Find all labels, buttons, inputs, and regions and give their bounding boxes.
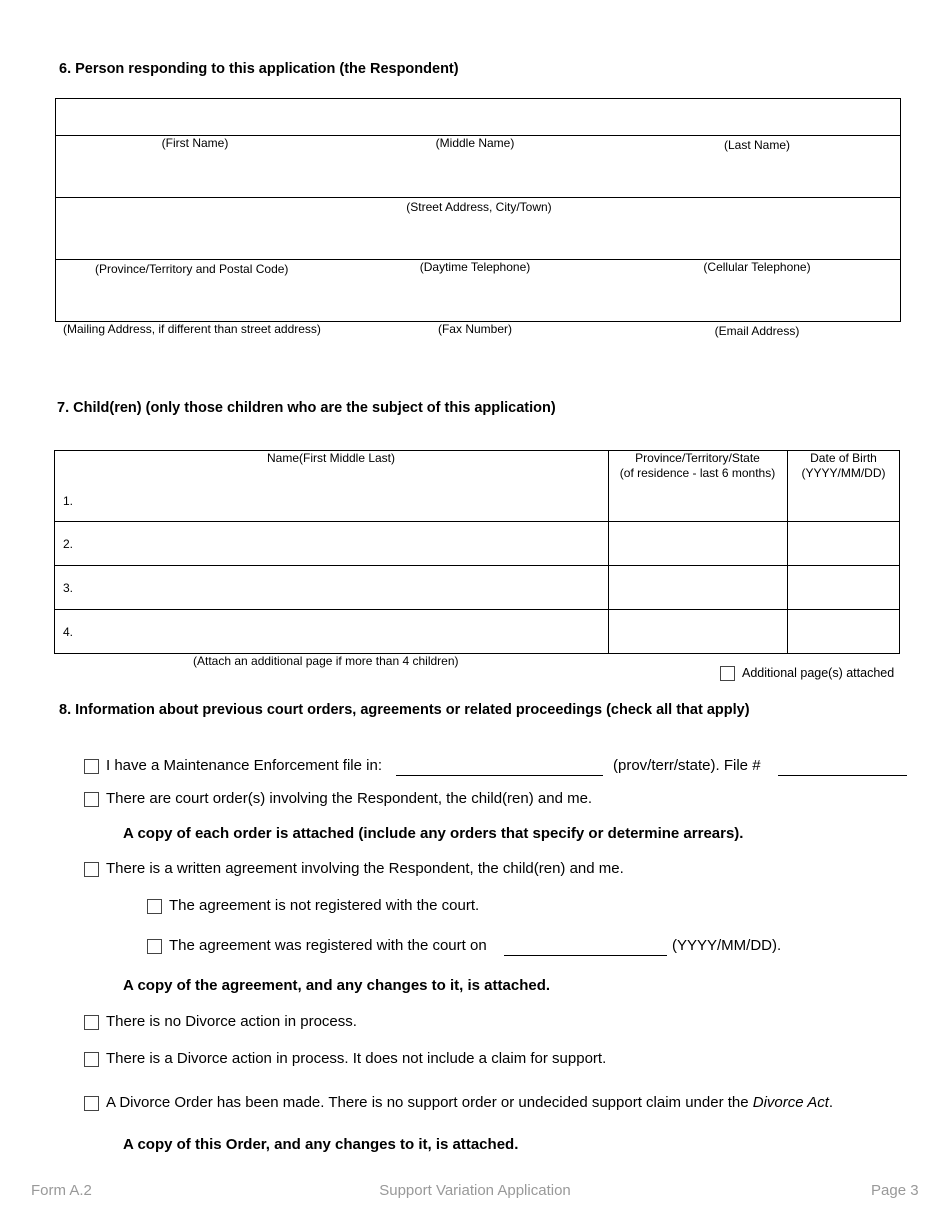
no-divorce-checkbox[interactable] [84,1015,99,1030]
section-7-title: 7. Child(ren) (only those children who are the subject of this application) [57,400,556,416]
row-divider [54,565,900,566]
prov-terr-state-input[interactable] [396,775,603,776]
row-divider [54,521,900,522]
additional-pages-checkbox[interactable] [720,666,735,681]
name-input-row[interactable] [56,99,900,134]
no-divorce-label: There is no Divorce action in process. [106,1013,357,1030]
fax-number-label: (Fax Number) [437,322,512,336]
child-name-input-4[interactable] [80,611,606,652]
middle-name-label: (Middle Name) [435,136,515,150]
registered-label: The agreement was registered with the court on [169,937,487,954]
maintenance-enforcement-label: I have a Maintenance Enforcement file in: [106,757,382,774]
row-number: 1. [63,494,74,508]
registered-checkbox[interactable] [147,939,162,954]
date-format-label: (YYYY/MM/DD). [672,937,782,954]
mailing-fax-email-input-row[interactable] [56,284,900,321]
row-number: 4. [63,625,74,639]
row-number: 2. [63,537,74,551]
child-name-input-3[interactable] [80,567,606,607]
col-province-header: Province/Territory/State (of residence - last 6 months) [619,451,776,480]
prov-file-label: (prov/terr/state). File # [613,757,761,774]
col-name-header: Name(First Middle Last) [266,451,396,465]
child-name-input-2[interactable] [80,523,606,563]
email-address-label: (Email Address) [714,324,800,338]
orders-copy-note: A copy of each order is attached (include any orders that specify or determine arrears). [123,825,744,842]
registration-date-input[interactable] [504,955,667,956]
divorce-copy-note: A copy of this Order, and any changes to it, is attached. [123,1136,519,1153]
footer-form-number: Form A.2 [31,1182,92,1199]
written-agreement-label: There is a written agreement involving the Respondent, the child(ren) and me. [106,860,624,877]
additional-page-note: (Attach an additional page if more than 4 children) [193,654,459,668]
court-orders-checkbox[interactable] [84,792,99,807]
mailing-address-label: (Mailing Address, if different than street address) [63,322,321,336]
section-8-title: 8. Information about previous court orders, agreements or related proceedings (check all that apply) [59,702,750,718]
street-address-label: (Street Address, City/Town) [406,200,552,214]
additional-pages-label: Additional page(s) attached [742,666,895,680]
written-agreement-checkbox[interactable] [84,862,99,877]
divider [55,197,901,198]
cellular-telephone-label: (Cellular Telephone) [703,260,811,274]
row-divider [54,609,900,610]
file-number-input[interactable] [778,775,907,776]
column-divider [787,450,788,654]
daytime-telephone-label: (Daytime Telephone) [419,260,531,274]
court-orders-label: There are court order(s) involving the Respondent, the child(ren) and me. [106,790,593,807]
section-6-title: 6. Person responding to this application (the Respondent) [59,61,459,77]
column-divider [608,450,609,654]
divorce-order-checkbox[interactable] [84,1096,99,1111]
last-name-label: (Last Name) [723,138,791,152]
maintenance-enforcement-checkbox[interactable] [84,759,99,774]
row-number: 3. [63,581,74,595]
divorce-in-process-checkbox[interactable] [84,1052,99,1067]
province-phone-input-row[interactable] [56,222,900,258]
agreement-copy-note: A copy of the agreement, and any changes to it, is attached. [123,977,551,994]
first-name-label: (First Name) [161,136,229,150]
not-registered-checkbox[interactable] [147,899,162,914]
footer-title: Support Variation Application [379,1182,571,1199]
divorce-order-label: A Divorce Order has been made. There is no support order or undecided support claim under the Divorce Act. [106,1094,834,1111]
street-address-input[interactable] [56,160,900,196]
child-name-input-1[interactable] [80,485,606,519]
not-registered-label: The agreement is not registered with the court. [169,897,480,914]
footer-page-number: Page 3 [871,1182,919,1199]
col-dob-header: Date of Birth (YYYY/MM/DD) [801,451,886,480]
province-postal-label: (Province/Territory and Postal Code) [95,262,289,276]
divorce-in-process-label: There is a Divorce action in process. It does not include a claim for support. [106,1050,607,1067]
